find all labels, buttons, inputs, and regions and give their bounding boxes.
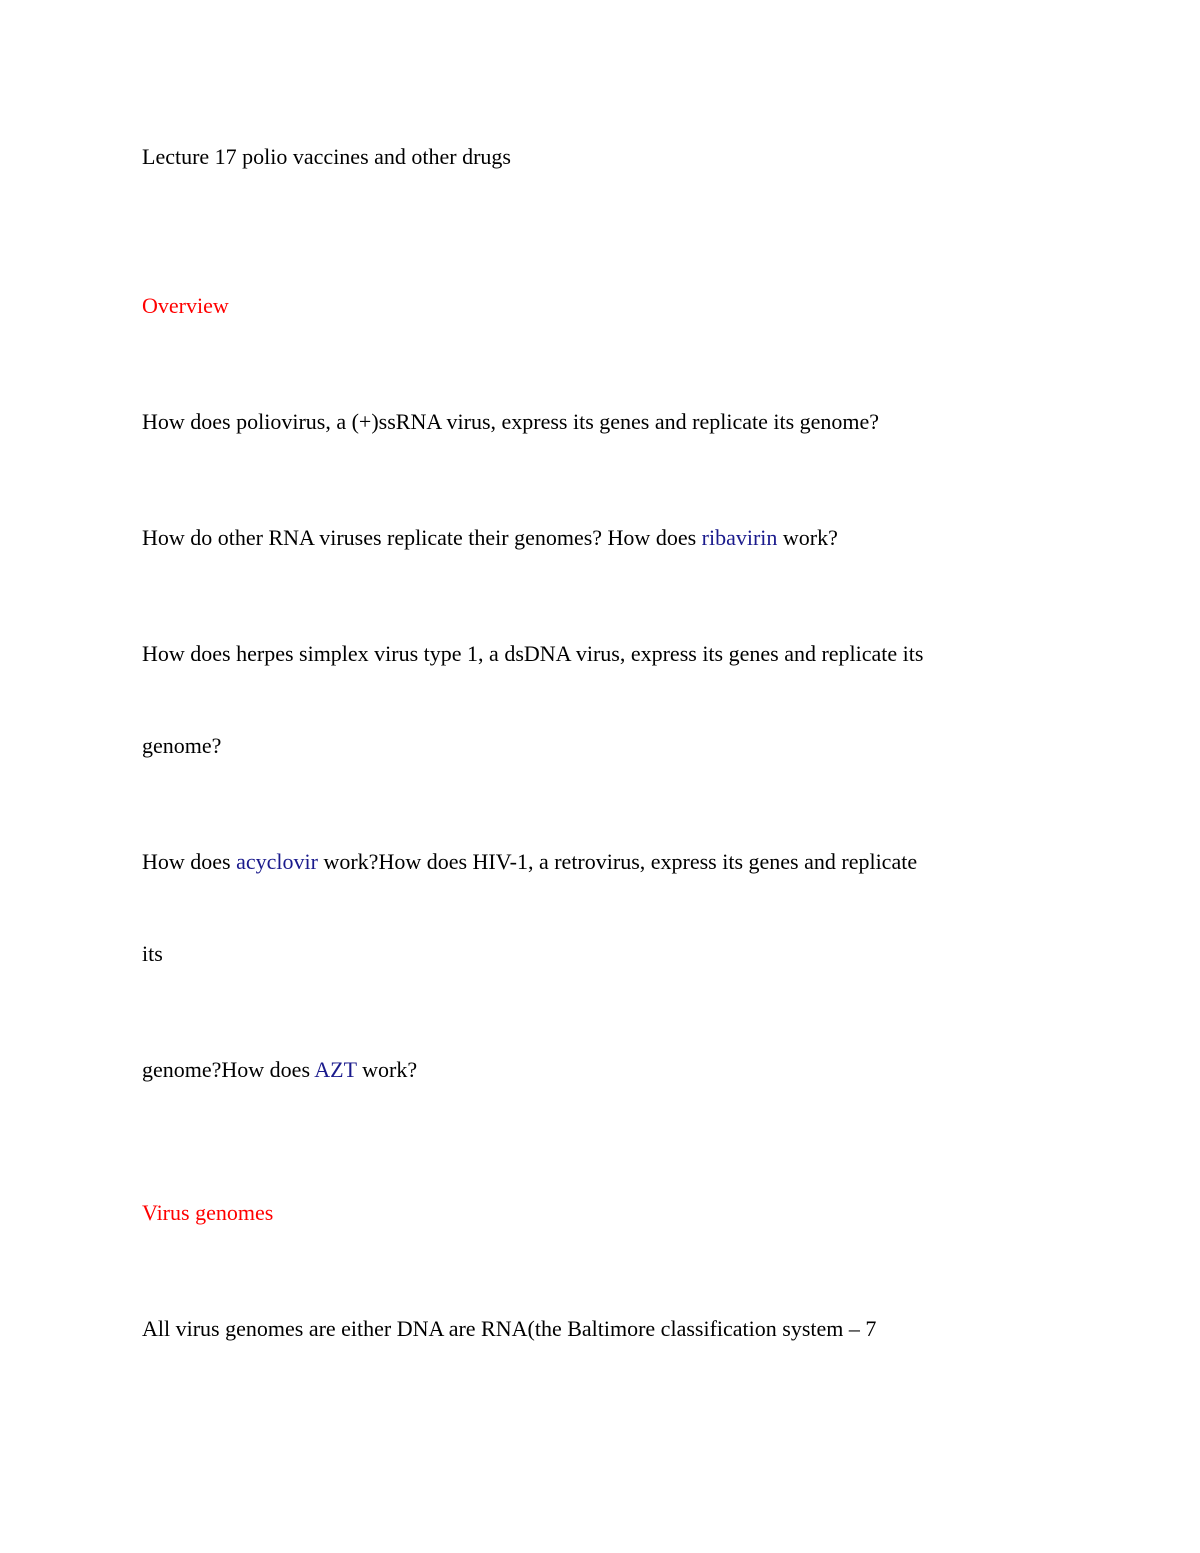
overview-question-herpes-line-1: How does herpes simplex virus type 1, a dsDNA virus, express its genes and replicate its [142,641,924,666]
text-segment: genome?How does [142,1057,315,1082]
term-acyclovir: acyclovir [236,849,318,874]
overview-question-acyclovir-line-1 [142,851,917,873]
term-ribavirin: ribavirin [701,525,778,550]
document-title: Lecture 17 polio vaccines and other drugs [142,144,511,169]
text-segment: work? [777,525,838,550]
overview-question-rna-viruses [142,527,838,549]
overview-question-herpes-line-2: genome? [142,733,222,758]
text-segment: How does [142,849,237,874]
overview-question-acyclovir-line-2: its [142,941,163,966]
overview-question-azt [142,1059,417,1081]
section-heading-overview: Overview [142,293,229,318]
overview-question-poliovirus: How does poliovirus, a (+)ssRNA virus, express its genes and replicate its genome? [142,409,880,434]
text-segment: work?How does HIV-1, a retrovirus, express its genes and replicate [317,849,918,874]
term-azt: AZT [314,1057,357,1082]
text-segment: work? [356,1057,418,1082]
text-segment: How do other RNA viruses replicate their genomes? How does [142,525,702,550]
virus-genomes-paragraph: All virus genomes are either DNA are RNA(the Baltimore classification system – 7 [142,1316,877,1341]
section-heading-virus-genomes: Virus genomes [142,1200,274,1225]
